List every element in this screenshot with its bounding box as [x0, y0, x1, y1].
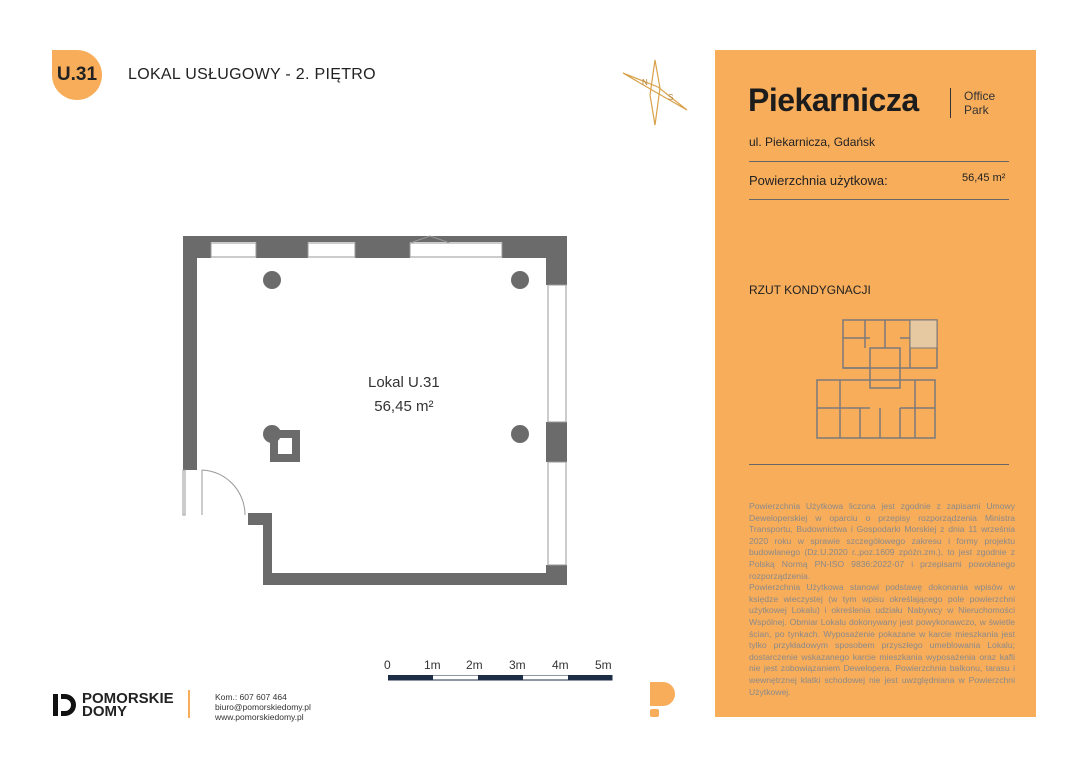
area-label: Powierzchnia użytkowa: [749, 173, 888, 188]
scale-label: 2m [466, 658, 483, 672]
footer-divider [188, 690, 190, 718]
address: ul. Piekarnicza, Gdańsk [749, 135, 876, 149]
pomorskie-domy-logo-icon [50, 692, 76, 718]
scale-label: 4m [552, 658, 569, 672]
divider [749, 464, 1009, 465]
scale-label: 1m [424, 658, 441, 672]
unit-badge: U.31 [52, 50, 102, 100]
phone: Kom.: 607 607 464 [215, 692, 287, 702]
compass-n: N [642, 78, 648, 87]
logo-divider [950, 88, 951, 118]
brand-logo: Piekarnicza [748, 82, 919, 118]
scale-label: 3m [509, 658, 526, 672]
legal-paragraph: Powierzchnia Użytkowa liczona jest zgodnie z zapisami Umowy Deweloperskiej w oparciu o przepisy rozporządzenia Ministra Transportu, Budownictwa i Gospodarki Morskiej z dnia 11 września 2020 roku w sprawie szczegółowego zakresu i formy projektu budowlanego (Dz.U.2020 r.,poz.1609 zpóźn.zm.), to jest zgodnie z Polską Normą PN-ISO 9836:2022-07 i przepisami powołanego rozporządzenia. [749, 501, 1015, 581]
piekarnicza-p-logo-icon [649, 681, 679, 719]
company-name-1: POMORSKIE [82, 690, 174, 707]
compass-s: S [668, 93, 674, 102]
wall-bottom [263, 573, 567, 585]
brand-sub-2: Park [964, 103, 989, 117]
section-title: RZUT KONDYGNACJI [749, 283, 871, 297]
area-value: 56,45 m² [962, 172, 1006, 184]
company-name [82, 692, 174, 718]
wall-right [546, 242, 567, 285]
page-title: LOKAL USŁUGOWY - 2. PIĘTRO [128, 66, 376, 83]
legal-notice [749, 501, 1015, 698]
scale-label: 0 [384, 658, 391, 672]
room-label [368, 371, 440, 419]
scale-bar [388, 675, 614, 681]
divider [749, 199, 1009, 200]
email-link[interactable]: biuro@pomorskiedomy.pl [215, 702, 311, 712]
scale-label: 5m [595, 658, 612, 672]
wall-top-outer [183, 236, 567, 242]
divider [749, 161, 1009, 162]
wall-left [183, 236, 197, 470]
brand-subtitle [964, 89, 995, 117]
room-area: 56,45 m² [374, 398, 434, 415]
room-name: Lokal U.31 [368, 374, 440, 391]
building-floor-plan-thumbnail [815, 318, 940, 440]
contact-info [215, 692, 311, 722]
brand-sub-1: Office [964, 89, 996, 103]
company-name-2: DOMY [82, 703, 127, 720]
website-link[interactable]: www.pomorskiedomy.pl [215, 712, 304, 722]
legal-paragraph: Powierzchnia Użytkowa stanowi podstawę dokonania wpisów w księdze wieczystej (w tym wpisu określającego pole powierzchni użytkowej Lokalu) i określenia udziału Nabywcy w Nieruchomości Wspólnej. Obmiar Lokalu dokonywany jest powykonawczo, w świetle ścian, po tynkach. Wyposażenie pokazane w karcie mieszkania jest tylko przykładowym sposobem przyszłego umeblowania Lokalu; dostarczenie wskazanego karcie mieszkania wyposażenia oraz kafli nie jest zobowiązaniem Dewelopera. Powierzchnia balkonu, tarasu i wewnętrznej klatki schodowej nie jest uwzględniana w Powierzchni Użytkowej. [749, 582, 1015, 697]
